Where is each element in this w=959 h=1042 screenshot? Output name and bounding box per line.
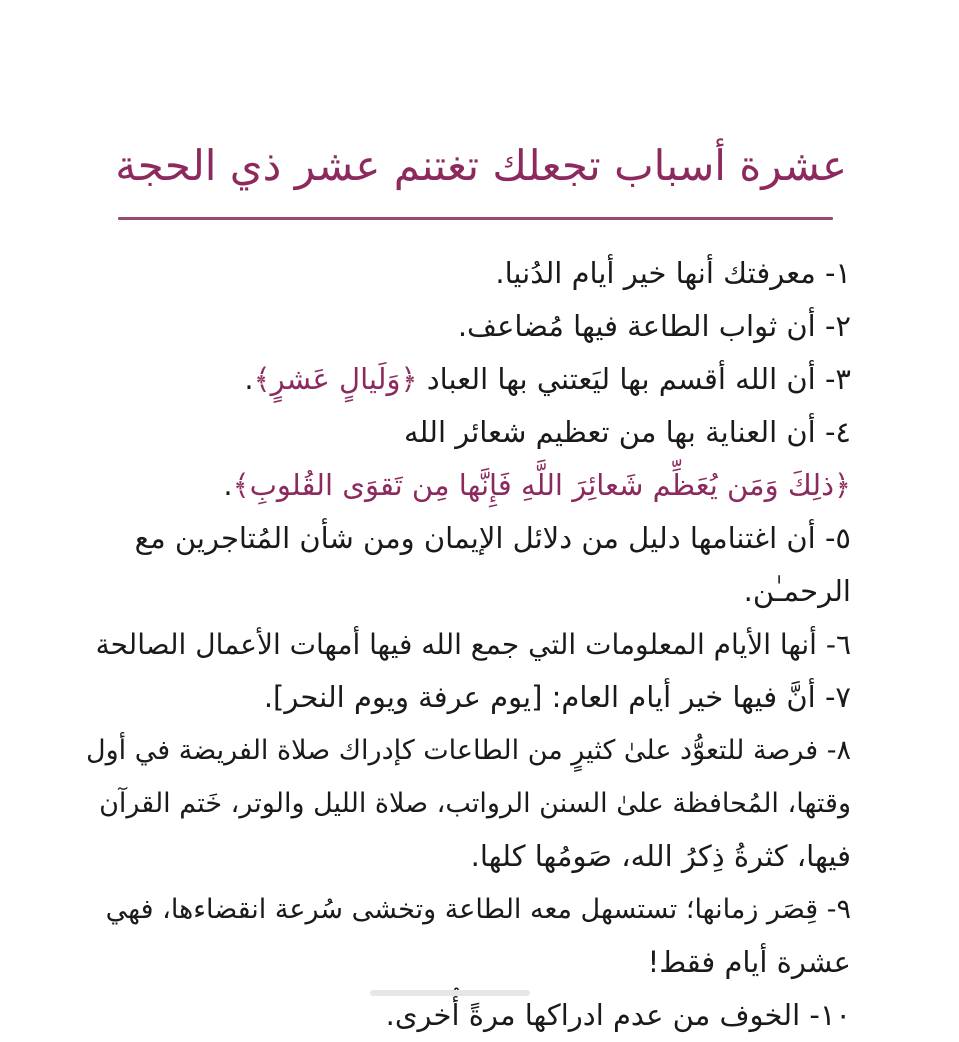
- line-text: وقتها، المُحافظة علىٰ السنن الرواتب، صلاة الليل والوتر، خَتم القرآن: [99, 788, 851, 819]
- list-line: [81, 247, 851, 300]
- quran-quote: ﴿وَلَيالٍ عَشرٍ﴾: [253, 362, 418, 396]
- list-line: [81, 936, 851, 989]
- line-tail: .: [223, 468, 233, 502]
- line-text: ٣- أن الله أقسم بها ليَعتني بها العباد: [417, 362, 851, 396]
- line-text: عشرة أيام فقط!: [647, 945, 851, 979]
- line-text: الرحمـٰن.: [743, 574, 851, 608]
- list-line: [81, 724, 851, 777]
- title-divider: [118, 217, 833, 220]
- line-text: ٧- أنَّ فيها خير أيام العام: [يوم عرفة ويوم النحر].: [263, 680, 851, 714]
- list-line: [81, 353, 851, 406]
- list-line: [81, 300, 851, 353]
- bottom-cutoff-mark: [370, 990, 530, 996]
- line-text: ٦- أنها الأيام المعلومات التي جمع الله فيها أمهات الأعمال الصالحة: [95, 628, 851, 661]
- line-text: ٢- أن ثواب الطاعة فيها مُضاعف.: [457, 309, 851, 343]
- quran-quote: ﴿ذلِكَ وَمَن يُعَظِّم شَعائِرَ اللَّهِ فَإِنَّها مِن تَقوَى القُلوبِ﴾: [232, 468, 851, 502]
- line-text: ١٠- الخوف من عدم ادراكها مرةً أُخرى.: [385, 998, 851, 1032]
- line-text: ١- معرفتك أنها خير أيام الدُنيا.: [495, 256, 851, 290]
- line-text: فيها، كثرةُ ذِكرُ الله، صَومُها كلها.: [470, 839, 851, 873]
- line-text: ٨- فرصة للتعوُّد علىٰ كثيرٍ من الطاعات كإدراك صلاة الفريضة في أول: [86, 735, 851, 766]
- line-text: ٤- أن العناية بها من تعظيم شعائر الله: [403, 415, 851, 449]
- page-title: عشرة أسباب تجعلك تغتنم عشر ذي الحجة: [115, 141, 847, 190]
- list-line: [81, 406, 851, 459]
- list-line: [81, 830, 851, 883]
- line-text: ٥- أن اغتنامها دليل من دلائل الإيمان ومن شأن المُتاجرين مع: [134, 521, 851, 555]
- line-tail: .: [244, 362, 254, 396]
- reasons-list: [81, 247, 851, 1042]
- list-line: [81, 459, 851, 512]
- list-line: [81, 671, 851, 724]
- list-line: [81, 989, 851, 1042]
- list-line: [81, 512, 851, 565]
- list-line: [81, 883, 851, 936]
- list-line: [81, 777, 851, 830]
- list-line: [81, 618, 851, 671]
- list-line: [81, 565, 851, 618]
- line-text: ٩- قِصَر زمانها؛ تستسهل معه الطاعة وتخشى سُرعة انقضاءها، فهي: [105, 894, 851, 925]
